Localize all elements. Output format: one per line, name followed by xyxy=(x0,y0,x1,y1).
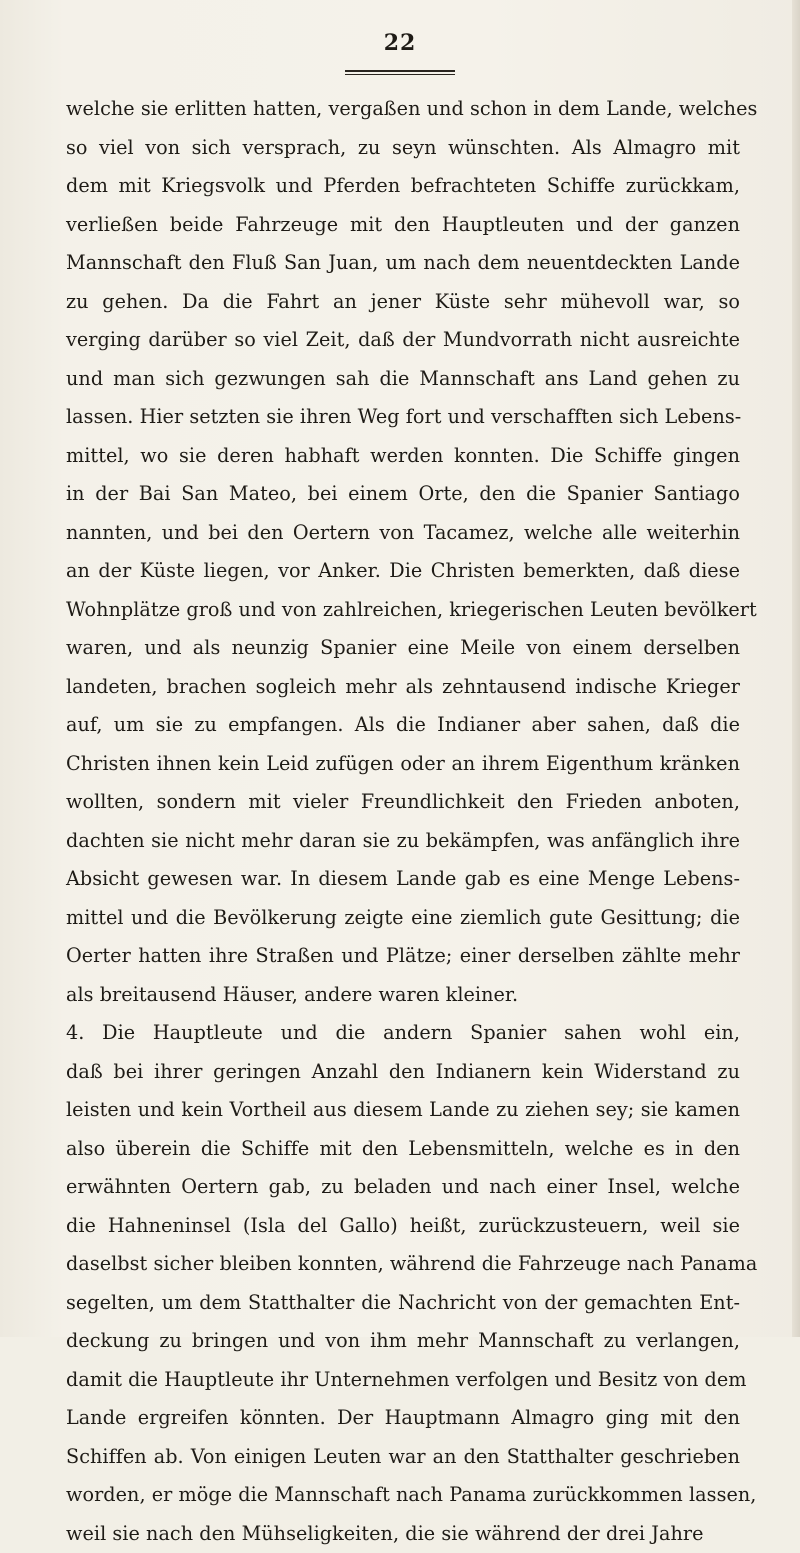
text-line: weil sie nach den Mühseligkeiten, die sie während der drei Jahre xyxy=(66,1515,740,1553)
text-line: dem mit Kriegsvolk und Pferden befrachteten Schiffe zurückkam, xyxy=(66,167,740,206)
text-line: waren, und als neunzig Spanier eine Meile von einem derselben xyxy=(66,629,740,668)
text-line: Absicht gewesen war. In diesem Lande gab es eine Menge Lebens- xyxy=(66,860,740,899)
paragraph-2 xyxy=(66,1014,740,1553)
text-line: wollten, sondern mit vieler Freundlichkeit den Frieden anboten, xyxy=(66,783,740,822)
text-line: als breitausend Häuser, andere waren kleiner. xyxy=(66,976,740,1015)
page-edge xyxy=(792,0,800,1337)
text-line: zu gehen. Da die Fahrt an jener Küste sehr mühevoll war, so xyxy=(66,283,740,322)
text-line: Mannschaft den Fluß San Juan, um nach dem neuentdeckten Lande xyxy=(66,244,740,283)
text-line: nannten, und bei den Oertern von Tacamez, welche alle weiterhin xyxy=(66,514,740,553)
text-line: so viel von sich versprach, zu seyn wünschten. Als Almagro mit xyxy=(66,129,740,168)
text-line: in der Bai San Mateo, bei einem Orte, den die Spanier Santiago xyxy=(66,475,740,514)
text-line: die Hahneninsel (Isla del Gallo) heißt, zurückzusteuern, weil sie xyxy=(66,1207,740,1246)
text-line: verließen beide Fahrzeuge mit den Hauptleuten und der ganzen xyxy=(66,206,740,245)
text-line: an der Küste liegen, vor Anker. Die Christen bemerkten, daß diese xyxy=(66,552,740,591)
text-line: also überein die Schiffe mit den Lebensmitteln, welche es in den xyxy=(66,1130,740,1169)
header-rule xyxy=(345,70,455,72)
header-rule-thin xyxy=(345,74,455,75)
text-line: Oerter hatten ihre Straßen und Plätze; einer derselben zählte mehr xyxy=(66,937,740,976)
text-line: lassen. Hier setzten sie ihren Weg fort und verschafften sich Lebens- xyxy=(66,398,740,437)
text-line: daselbst sicher bleiben konnten, während die Fahrzeuge nach Panama xyxy=(66,1245,740,1284)
text-line: welche sie erlitten hatten, vergaßen und schon in dem Lande, welches xyxy=(66,90,740,129)
paragraph-1 xyxy=(66,90,740,1014)
body-text xyxy=(66,90,740,1553)
text-line: dachten sie nicht mehr daran sie zu bekämpfen, was anfänglich ihre xyxy=(66,822,740,861)
text-line: auf, um sie zu empfangen. Als die Indianer aber sahen, daß die xyxy=(66,706,740,745)
text-line: worden, er möge die Mannschaft nach Panama zurückkommen lassen, xyxy=(66,1476,740,1515)
text-line: mittel und die Bevölkerung zeigte eine ziemlich gute Gesittung; die xyxy=(66,899,740,938)
text-line: segelten, um dem Statthalter die Nachricht von der gemachten Ent- xyxy=(66,1284,740,1323)
text-line: deckung zu bringen und von ihm mehr Mannschaft zu verlangen, xyxy=(66,1322,740,1361)
text-line: daß bei ihrer geringen Anzahl den Indianern kein Widerstand zu xyxy=(66,1053,740,1092)
text-line: Christen ihnen kein Leid zufügen oder an ihrem Eigenthum kränken xyxy=(66,745,740,784)
text-line: mittel, wo sie deren habhaft werden konnten. Die Schiffe gingen xyxy=(66,437,740,476)
text-line: Lande ergreifen könnten. Der Hauptmann Almagro ging mit den xyxy=(66,1399,740,1438)
text-line: damit die Hauptleute ihr Unternehmen verfolgen und Besitz von dem xyxy=(66,1361,740,1400)
text-line: landeten, brachen sogleich mehr als zehntausend indische Krieger xyxy=(66,668,740,707)
text-line: erwähnten Oertern gab, zu beladen und nach einer Insel, welche xyxy=(66,1168,740,1207)
text-line: 4. Die Hauptleute und die andern Spanier sahen wohl ein, xyxy=(66,1014,740,1053)
text-line: verging darüber so viel Zeit, daß der Mundvorrath nicht ausreichte xyxy=(66,321,740,360)
text-line: und man sich gezwungen sah die Mannschaft ans Land gehen zu xyxy=(66,360,740,399)
page-number: 22 xyxy=(0,30,800,56)
text-line: Schiffen ab. Von einigen Leuten war an den Statthalter geschrieben xyxy=(66,1438,740,1477)
text-line: leisten und kein Vortheil aus diesem Lande zu ziehen sey; sie kamen xyxy=(66,1091,740,1130)
text-line: Wohnplätze groß und von zahlreichen, kriegerischen Leuten bevölkert xyxy=(66,591,740,630)
